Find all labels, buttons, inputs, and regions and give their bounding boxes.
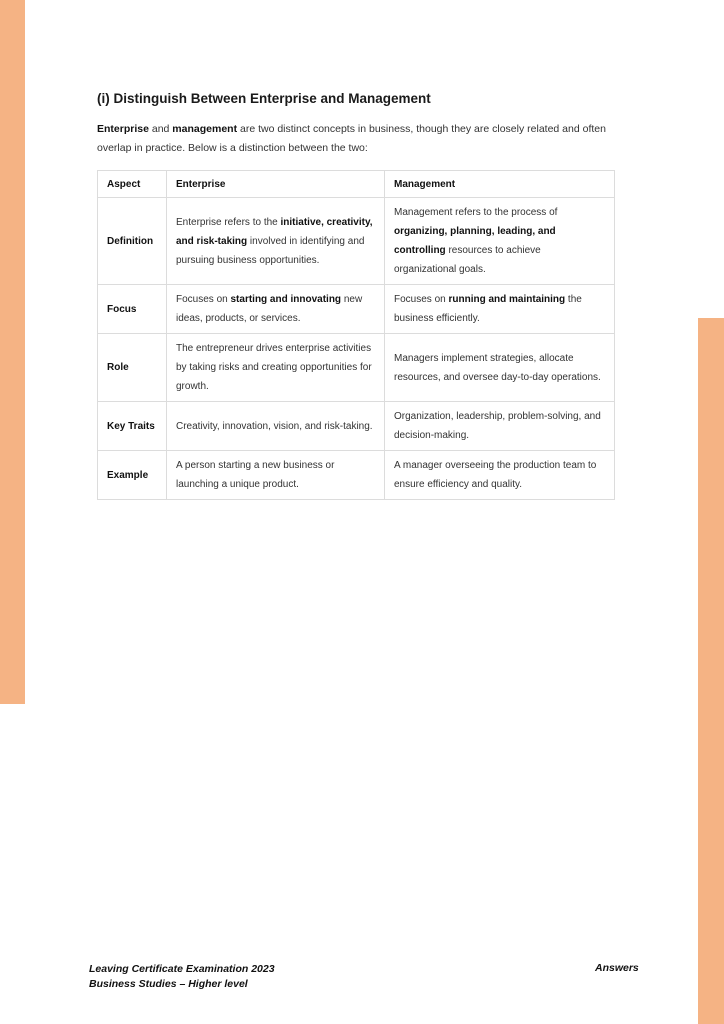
- footer-answers-label: Answers: [595, 962, 639, 974]
- enterprise-cell: [167, 334, 385, 402]
- header-enterprise: Enterprise: [167, 171, 385, 198]
- cell-text: A manager overseeing the production team to ensure efficiency and quality.: [394, 460, 597, 490]
- cell-text: Focuses on: [394, 294, 449, 305]
- intro-term-management: management: [172, 123, 238, 135]
- management-cell: [385, 451, 615, 500]
- enterprise-cell: [167, 402, 385, 451]
- row-aspect: Example: [98, 451, 167, 500]
- row-aspect: Focus: [98, 285, 167, 334]
- management-cell: [385, 285, 615, 334]
- comparison-table: [97, 170, 615, 500]
- table-row: [98, 334, 615, 402]
- intro-and: and: [148, 123, 173, 135]
- cell-bold: initiative, creativity, and risk-taking: [176, 216, 373, 247]
- cell-text: involved in identifying and pursuing business opportunities.: [176, 235, 365, 266]
- cell-bold: running and maintaining: [448, 294, 566, 305]
- table-header-row: [98, 171, 615, 198]
- page-heading: (i) Distinguish Between Enterprise and Management: [97, 91, 431, 106]
- row-aspect: Key Traits: [98, 402, 167, 451]
- cell-text: Organization, leadership, problem-solving, and decision-making.: [394, 411, 601, 441]
- row-aspect: Role: [98, 334, 167, 402]
- management-cell: [385, 198, 615, 285]
- cell-text: The entrepreneur drives enterprise activities by taking risks and creating opportunities for growth.: [176, 343, 372, 392]
- cell-text: Creativity, innovation, vision, and risk-taking.: [176, 420, 373, 432]
- enterprise-cell: [167, 451, 385, 500]
- table-row: [98, 198, 615, 285]
- cell-text: A person starting a new business or launching a unique product.: [176, 460, 335, 490]
- cell-text: Enterprise refers to the: [176, 216, 281, 228]
- intro-rest: are two distinct concepts in business, though they are closely related and often overlap in practice. Below is a distinction between the two:: [97, 123, 606, 154]
- cell-text: resources to achieve organizational goals.: [394, 245, 541, 275]
- intro-term-enterprise: Enterprise: [97, 123, 149, 135]
- footer-subject: Business Studies – Higher level: [89, 978, 248, 990]
- footer-exam-title: Leaving Certificate Examination 2023: [89, 963, 275, 975]
- management-cell: [385, 402, 615, 451]
- row-aspect: Definition: [98, 198, 167, 285]
- cell-text: Focuses on: [176, 294, 231, 305]
- left-accent-bar: [0, 0, 25, 704]
- cell-bold: starting and innovating: [230, 294, 342, 305]
- header-management: Management: [385, 171, 615, 198]
- table-row: [98, 451, 615, 500]
- cell-text: new ideas, products, or services.: [176, 294, 363, 324]
- management-cell: [385, 334, 615, 402]
- header-aspect: Aspect: [98, 171, 167, 198]
- enterprise-cell: [167, 285, 385, 334]
- cell-text: Managers implement strategies, allocate resources, and oversee day-to-day operations.: [394, 352, 601, 383]
- footer-left: [89, 962, 275, 992]
- cell-text: the business efficiently.: [394, 294, 582, 324]
- table-row: [98, 402, 615, 451]
- cell-bold: organizing, planning, leading, and controlling: [394, 226, 556, 256]
- enterprise-cell: [167, 198, 385, 285]
- right-accent-bar: [698, 318, 724, 1024]
- cell-text: Management refers to the process of: [394, 207, 558, 218]
- table-row: [98, 285, 615, 334]
- intro-paragraph: [97, 120, 622, 158]
